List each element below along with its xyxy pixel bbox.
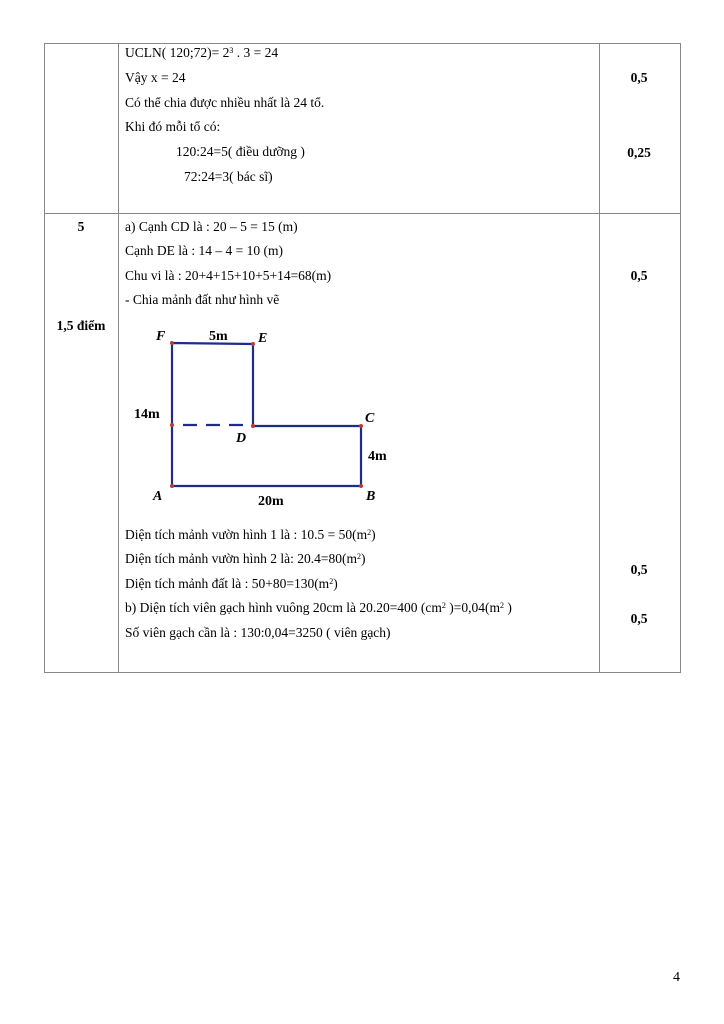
solution-line: Có thể chia được nhiều nhất là 24 tổ. [125, 95, 325, 110]
vertex-dots [170, 341, 363, 488]
text-part: )=0,04(m [445, 600, 501, 615]
solution-line [125, 600, 512, 616]
dim-label-top: 5m [209, 329, 228, 344]
dim-label-bottom: 20m [258, 494, 284, 509]
superscript: 3 [229, 46, 234, 55]
text-part: Diện tích mảnh vườn hình 2 là: 20.4=80(m [125, 551, 358, 566]
text-part: UCLN( 120;72)= 2 [125, 45, 230, 60]
vertex-dot [170, 423, 174, 427]
solution-line [125, 527, 376, 543]
score-cell: 0,5 [630, 268, 648, 283]
point-label-E: E [258, 331, 268, 346]
point-label-F: F [156, 329, 166, 344]
score-cell: 0,5 [630, 611, 648, 626]
solution-line: 72:24=3( bác sĩ) [184, 169, 273, 184]
text-part: ) [333, 576, 338, 591]
solution-line: Vậy x = 24 [125, 70, 186, 85]
vertex-dot [359, 484, 363, 488]
dim-label-right: 4m [368, 449, 387, 464]
point-label-D: D [236, 431, 247, 446]
solution-line [125, 576, 338, 592]
solution-line [125, 551, 366, 567]
text-part: b) Diện tích viên gạch hình vuông 20cm là 20.20=400 (cm [125, 600, 442, 615]
solution-line: 120:24=5( điều dưỡng ) [176, 144, 305, 159]
col-border-1 [118, 43, 119, 673]
points-label: 1,5 điểm [56, 318, 106, 333]
point-label-A: A [153, 489, 163, 504]
vertex-dot [251, 342, 255, 346]
solution-line: Khi đó mỗi tổ có: [125, 119, 221, 134]
vertex-dot [170, 341, 174, 345]
text-part: Diện tích mảnh vườn hình 1 là : 10.5 = 50(m [125, 527, 368, 542]
col-border-2 [599, 43, 600, 673]
score-cell: 0,5 [630, 70, 648, 85]
text-part: . 3 = 24 [233, 45, 279, 60]
question-number: 5 [77, 219, 85, 234]
text-part: Diện tích mảnh đất là : 50+80=130(m [125, 576, 330, 591]
dim-label-left: 14m [134, 407, 160, 422]
table-bottom-border [44, 672, 681, 673]
col-border-left [44, 43, 45, 673]
superscript: 2 [441, 601, 446, 610]
solution-line [125, 45, 278, 61]
score-cell: 0,5 [630, 562, 648, 577]
vertex-dot [359, 424, 363, 428]
solution-line: Cạnh DE là : 14 – 4 = 10 (m) [125, 243, 283, 258]
superscript: 2 [357, 552, 362, 561]
solution-line: - Chia mảnh đất như hình vẽ [125, 292, 280, 307]
superscript: 2 [367, 528, 372, 537]
row-divider [44, 213, 681, 214]
text-part: ) [361, 551, 366, 566]
point-label-B: B [366, 489, 376, 504]
superscript: 2 [329, 577, 334, 586]
page-number: 4 [673, 970, 680, 985]
land-figure [125, 318, 425, 518]
solution-line: Số viên gạch cần là : 130:0,04=3250 ( viên gạch) [125, 625, 391, 640]
superscript: 2 [500, 601, 505, 610]
solution-line: Chu vi là : 20+4+15+10+5+14=68(m) [125, 268, 332, 283]
vertex-dot [170, 484, 174, 488]
figure-outline [172, 343, 361, 486]
text-part: ) [371, 527, 376, 542]
score-cell: 0,25 [627, 145, 651, 160]
col-border-right [680, 43, 681, 673]
text-part: ) [504, 600, 512, 615]
point-label-C: C [365, 411, 375, 426]
land-outline [172, 343, 361, 486]
table-top-border [44, 43, 681, 44]
solution-line: a) Cạnh CD là : 20 – 5 = 15 (m) [125, 219, 298, 234]
vertex-dot [251, 424, 255, 428]
